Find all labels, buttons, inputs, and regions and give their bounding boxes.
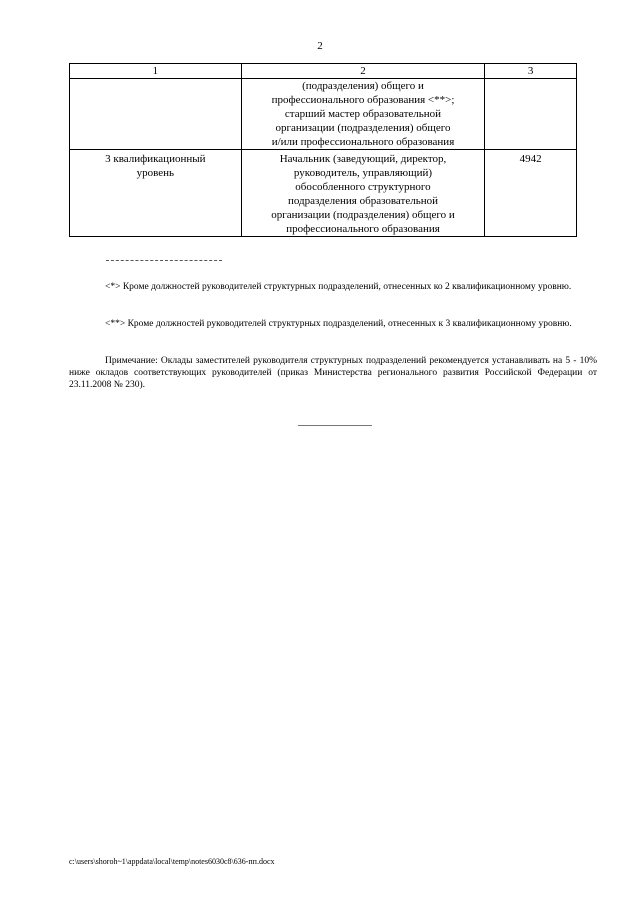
- table-header-cell: 1: [70, 64, 242, 79]
- table-header-cell: 3: [485, 64, 577, 79]
- cell-text-line: Начальник (заведующий, директор,: [279, 153, 447, 165]
- table-header-row: [70, 64, 577, 79]
- cell-text-line: обособленного структурного: [295, 181, 431, 193]
- footnote-separator: [106, 260, 222, 261]
- table-header-cell: 2: [241, 64, 485, 79]
- table-cell-salary: 4942: [485, 150, 577, 237]
- table-cell-positions: [241, 150, 485, 237]
- page-number: 2: [317, 40, 323, 52]
- table-row: [70, 79, 577, 150]
- cell-text-line: уровень: [136, 167, 175, 179]
- table-cell-salary: [485, 79, 577, 150]
- end-separator: [298, 425, 372, 426]
- cell-text-line: организации (подразделения) общего: [275, 122, 451, 134]
- cell-text-line: и/или профессионального образования: [271, 136, 455, 148]
- cell-text-line: подразделения образовательной: [287, 195, 438, 207]
- file-path-footer: c:\users\shoroh~1\appdata\local\temp\notes6030c8\636-пп.docx: [69, 857, 275, 866]
- table-row: [70, 150, 577, 237]
- salary-table: [69, 63, 577, 237]
- cell-text-line: старший мастер образовательной: [284, 108, 442, 120]
- table-cell-level: [70, 150, 242, 237]
- cell-text-line: организации (подразделения) общего и: [271, 209, 455, 221]
- cell-text-line: (подразделения) общего и: [302, 80, 424, 92]
- cell-text-line: руководитель, управляющий): [293, 167, 433, 179]
- footnote-first: <*> Кроме должностей руководителей структурных подразделений, отнесенных ко 2 квалификационному уровню.: [105, 282, 572, 292]
- cell-text-line: профессионального образования <**>;: [271, 94, 455, 106]
- table-cell-level: [70, 79, 242, 150]
- footnote-second: <**> Кроме должностей руководителей структурных подразделений, отнесенных к 3 квалификационному уровню.: [105, 319, 572, 329]
- note-paragraph: Примечание: Оклады заместителей руководителя структурных подразделений рекомендуется устанавливать на 5 - 10% ниже окладов соответствующих руководителей (приказ Министерства регионального развития Российской Федерации от 23.11.2008 № 230).: [69, 356, 597, 390]
- cell-text-line: профессионального образования: [286, 223, 440, 235]
- table-cell-positions: [241, 79, 485, 150]
- cell-text-line: 3 квалификационный: [105, 153, 206, 165]
